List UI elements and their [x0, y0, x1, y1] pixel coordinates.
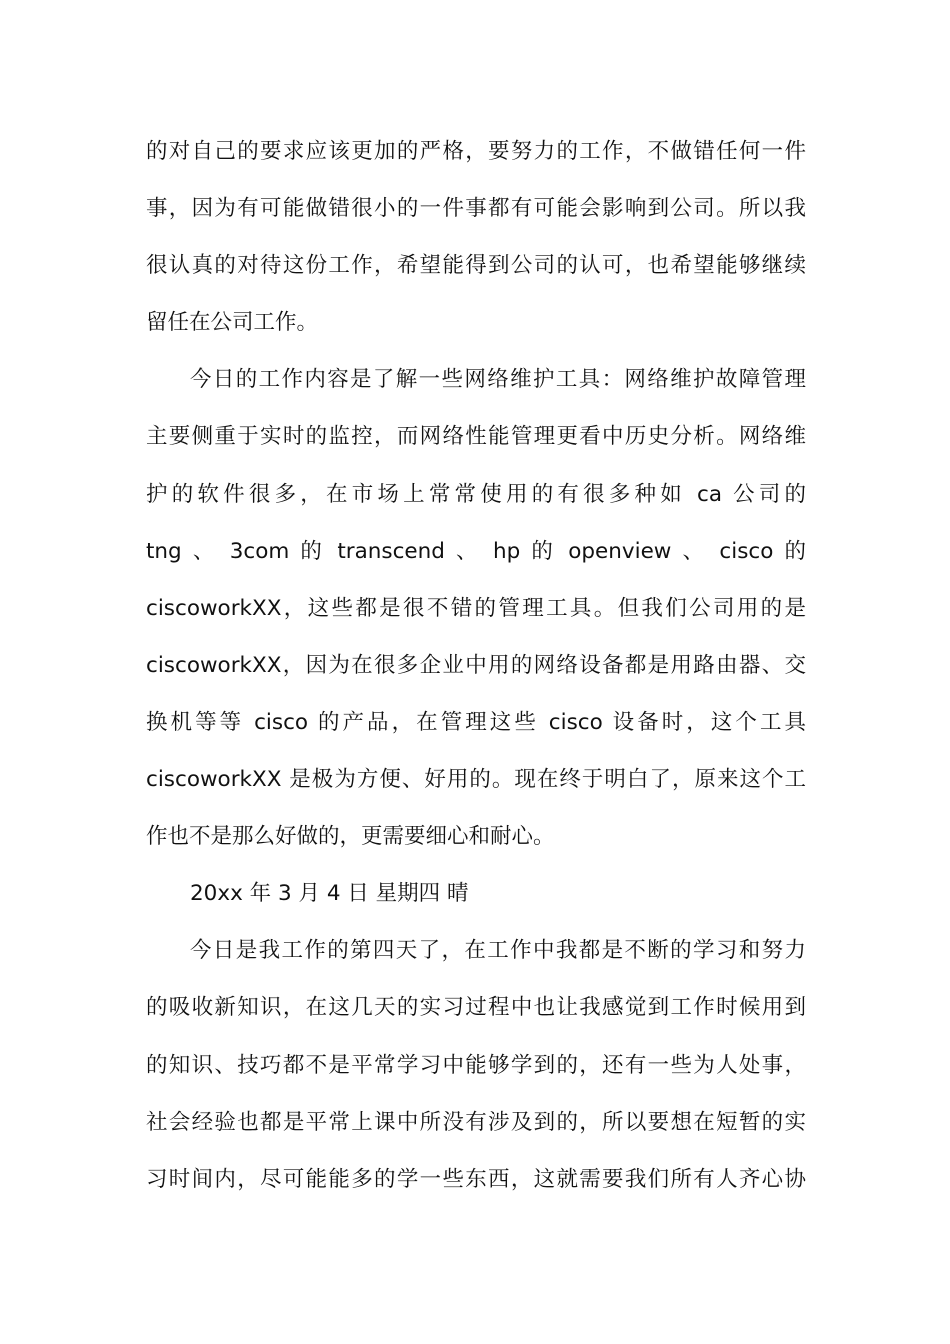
text-line: 主要侧重于实时的监控，而网络性能管理更看中历史分析。网络维 — [146, 424, 806, 450]
text-line: 很认真的对待这份工作，希望能得到公司的认可，也希望能够继续 — [146, 253, 806, 279]
text-line: 习时间内，尽可能能多的学一些东西，这就需要我们所有人齐心协 — [146, 1166, 806, 1192]
text-line: 今日是我工作的第四天了，在工作中我都是不断的学习和努力 — [190, 938, 806, 964]
text-line: tng 、 3com 的 transcend 、 hp 的 openview 、 cisco 的 — [146, 538, 806, 564]
text-line: ciscoworkXX 是极为方便、好用的。现在终于明白了，原来这个工 — [146, 767, 806, 793]
text-line: 作也不是那么好做的，更需要细心和耐心。 — [146, 824, 555, 850]
text-line: ciscoworkXX，因为在很多企业中用的网络设备都是用路由器、交 — [146, 652, 806, 678]
text-line: 的吸收新知识，在这几天的实习过程中也让我感觉到工作时候用到 — [146, 995, 806, 1021]
text-line: 护的软件很多，在市场上常常使用的有很多种如 ca 公司的 — [146, 481, 806, 507]
text-line: 的对自己的要求应该更加的严格，要努力的工作，不做错任何一件 — [146, 139, 806, 164]
text-line: 社会经验也都是平常上课中所没有涉及到的，所以要想在短暂的实 — [146, 1109, 806, 1135]
text-line: 今日的工作内容是了解一些网络维护工具：网络维护故障管理 — [190, 367, 806, 393]
text-line: 事，因为有可能做错很小的一件事都有可能会影响到公司。所以我 — [146, 196, 806, 222]
text-line: ciscoworkXX，这些都是很不错的管理工具。但我们公司用的是 — [146, 595, 806, 621]
text-line: 换机等等 cisco 的产品，在管理这些 cisco 设备时，这个工具 — [146, 709, 806, 735]
document-body — [146, 123, 806, 1208]
text-line: 的知识、技巧都不是平常学习中能够学到的，还有一些为人处事， — [146, 1052, 806, 1078]
text-line: 20xx 年 3 月 4 日 星期四 晴 — [190, 881, 469, 907]
text-line: 留任在公司工作。 — [146, 310, 319, 336]
